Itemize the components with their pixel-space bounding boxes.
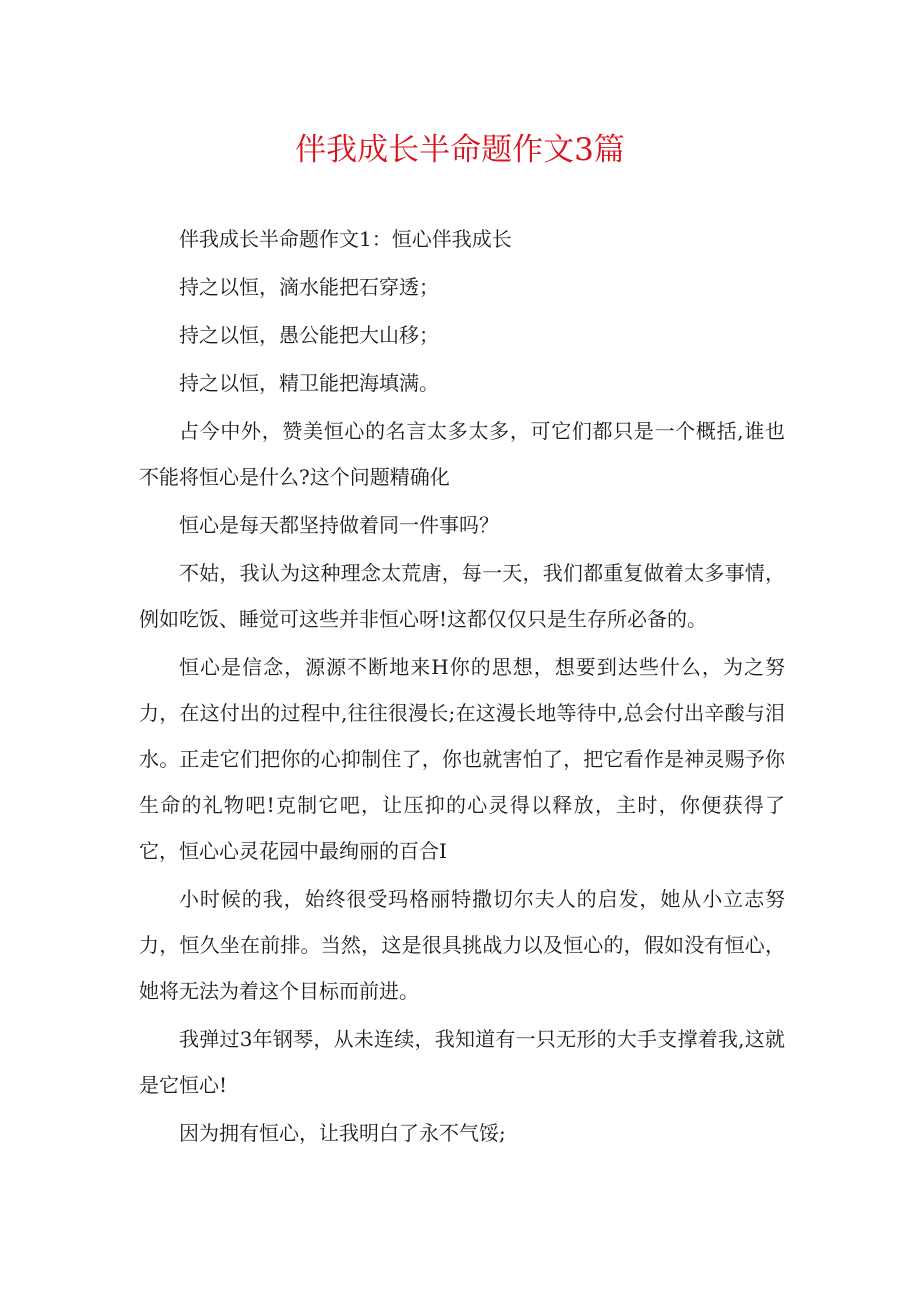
- document-body: [139, 216, 785, 1156]
- paragraph-8: 恒心是信念，源源不断地来H你的思想，想要到达些什么，为之努力，在这付出的过程中,往往很漫长;在这漫长地等待中,总会付出辛酸与泪水。正走它们把你的心抑制住了，你也就害怕了，把它看作是神灵赐予你生命的礼物吧!克制它吧，让压抑的心灵得以释放，主时，你便获得了它，恒心心灵花园中最绚丽的百合I: [139, 655, 785, 863]
- paragraph-6: 恒心是每天都坚持做着同一件事吗？: [179, 513, 499, 537]
- paragraph-5: 占今中外，赞美恒心的名言太多太多，可它们都只是一个概括,谁也不能将恒心是什么?这个问题精确化: [139, 419, 785, 489]
- paragraph-4: 持之以恒，精卫能把海填满。: [179, 371, 439, 395]
- paragraph-9: 小时候的我，始终很受玛格丽特撒切尔夫人的启发，她从小立志努力，恒久坐在前排。当然，这是很具挑战力以及恒心的，假如没有恒心，她将无法为着这个目标而前进。: [139, 887, 785, 1003]
- paragraph-7: 不姑，我认为这种理念太荒唐，每一天，我们都重复做着太多事情，例如吃饭、睡觉可这些并非恒心呀!这都仅仅只是生存所必备的。: [139, 561, 785, 631]
- paragraph-2: 持之以恒，滴水能把石穿透；: [179, 275, 439, 299]
- paragraph-11: 因为拥有恒心，让我明白了永不气馁;: [179, 1121, 506, 1145]
- document-title: 伴我成长半命题作文3篇: [295, 132, 625, 168]
- paragraph-1: 伴我成长半命题作文1：恒心伴我成长: [179, 227, 512, 251]
- paragraph-3: 持之以恒，愚公能把大山移；: [179, 323, 439, 347]
- paragraph-10: 我弹过3年钢琴，从未连续，我知道有一只无形的大手支撑着我,这就是它恒心!: [139, 1027, 785, 1097]
